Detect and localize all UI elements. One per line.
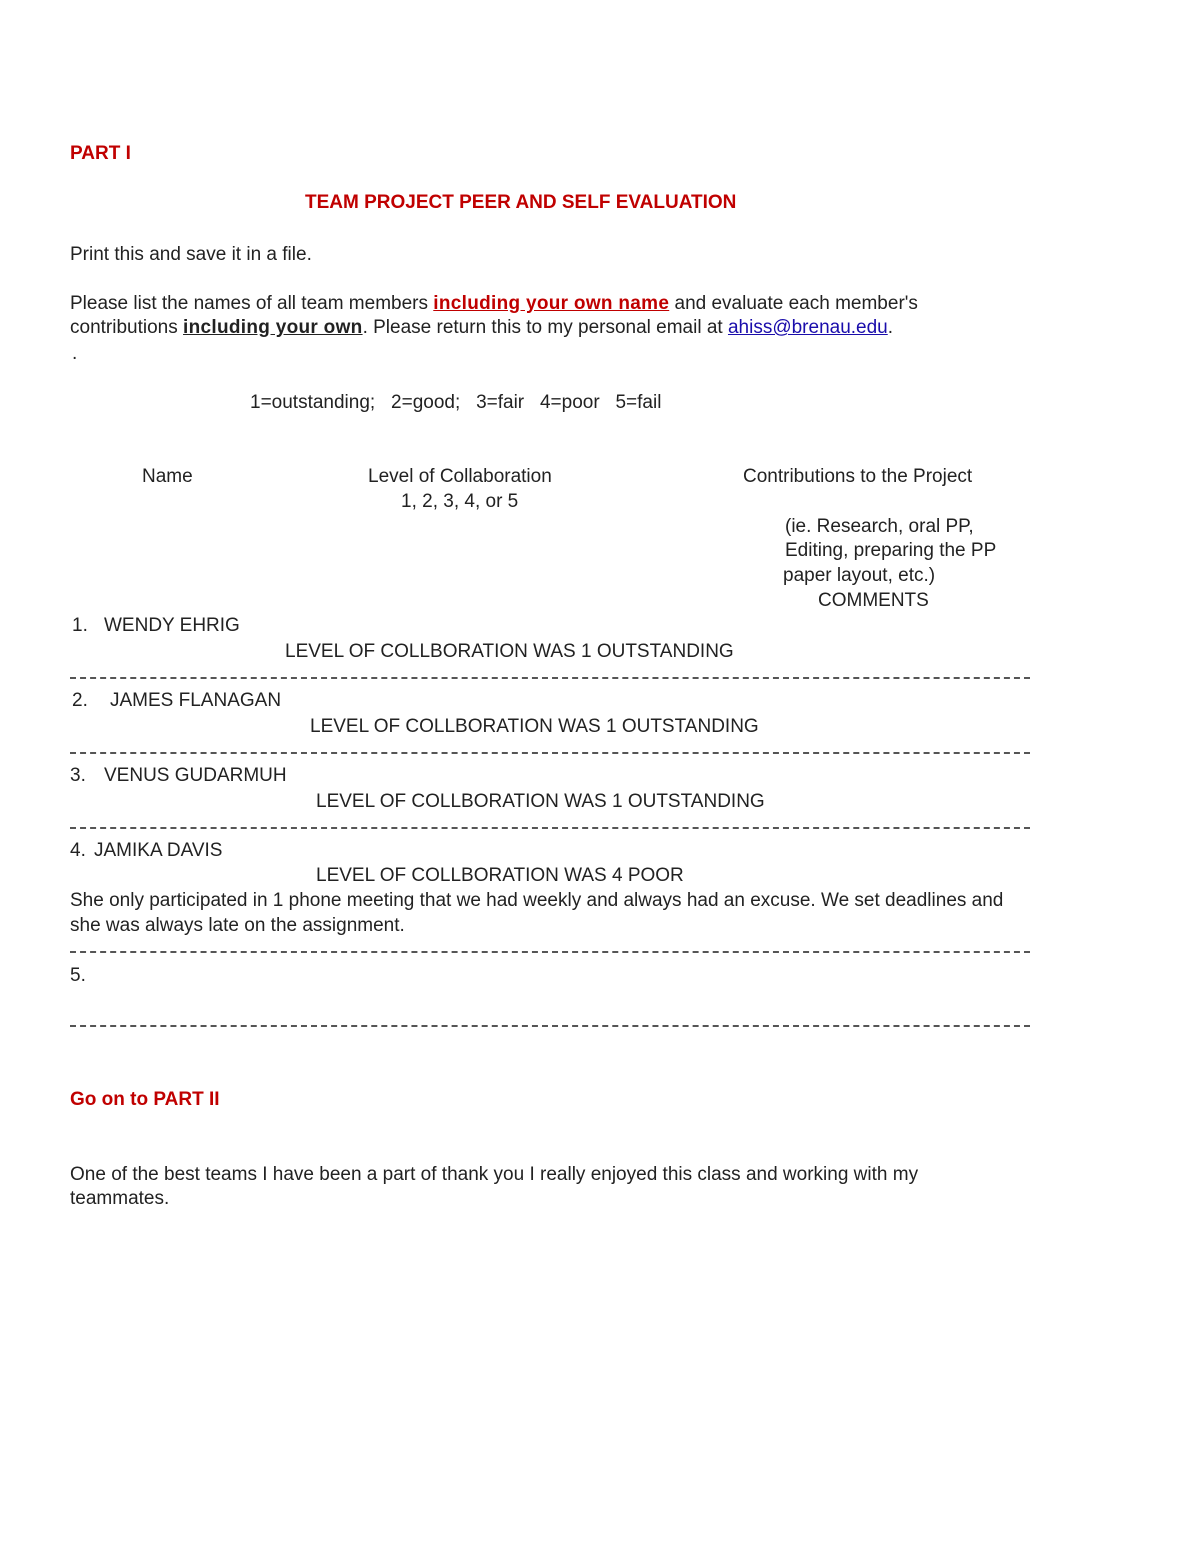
contributions-note-1: (ie. Research, oral PP, (785, 516, 974, 537)
instruction-text: Please list the names of all team members (70, 293, 434, 314)
column-comments: COMMENTS (818, 590, 929, 611)
part-label: PART I (70, 143, 131, 164)
member-name: VENUS GUDARMUH (104, 765, 287, 786)
emphasis-own: including your own (183, 317, 363, 338)
instruction-text: . Please return this to my personal email at (362, 317, 728, 338)
go-on-label: Go on to PART II (70, 1089, 220, 1110)
rating-scale: 1=outstanding; 2=good; 3=fair 4=poor 5=fail (250, 392, 662, 413)
member-name: JAMES FLANAGAN (110, 690, 282, 711)
instruction-line-2 (70, 316, 893, 340)
emphasis-own-name: including your own name (433, 293, 670, 314)
instruction-text: contributions (70, 317, 184, 338)
divider (70, 827, 1030, 829)
member-comment-line-1: She only participated in 1 phone meeting that we had weekly and always had an excuse. We set deadlines and (70, 890, 1004, 911)
member-number: 2. (72, 690, 88, 711)
member-number: 3. (70, 765, 86, 786)
member-number: 4. (70, 840, 86, 861)
member-level: LEVEL OF COLLBORATION WAS 1 OUTSTANDING (316, 791, 765, 812)
contributions-note-3: paper layout, etc.) (783, 565, 936, 586)
column-collaboration-scale: 1, 2, 3, 4, or 5 (401, 491, 519, 512)
divider (70, 1025, 1030, 1027)
member-level: LEVEL OF COLLBORATION WAS 1 OUTSTANDING (310, 716, 759, 737)
divider (70, 677, 1030, 679)
member-name: WENDY EHRIG (104, 615, 240, 636)
column-collaboration: Level of Collaboration (368, 466, 552, 487)
instruction-text: and evaluate each member's (669, 293, 918, 314)
page-title: TEAM PROJECT PEER AND SELF EVALUATION (305, 192, 737, 213)
email-link[interactable]: ahiss@brenau.edu (727, 317, 888, 338)
stray-dot: . (72, 343, 78, 364)
closing-line-2: teammates. (70, 1188, 170, 1209)
divider (70, 951, 1030, 953)
member-name: JAMIKA DAVIS (94, 840, 223, 861)
column-name: Name (142, 466, 193, 487)
member-number: 1. (72, 615, 88, 636)
member-level: LEVEL OF COLLBORATION WAS 4 POOR (316, 865, 684, 886)
print-instruction: Print this and save it in a file. (70, 244, 312, 265)
contributions-note-2: Editing, preparing the PP (785, 540, 997, 561)
column-contributions: Contributions to the Project (743, 466, 973, 487)
instruction-line-1 (70, 292, 918, 316)
divider (70, 752, 1030, 754)
closing-line-1: One of the best teams I have been a part of thank you I really enjoyed this class and working with my (70, 1164, 919, 1185)
instruction-text: . (887, 317, 894, 338)
member-level: LEVEL OF COLLBORATION WAS 1 OUTSTANDING (285, 641, 734, 662)
member-comment-line-2: she was always late on the assignment. (70, 915, 405, 936)
member-number: 5. (70, 965, 86, 986)
